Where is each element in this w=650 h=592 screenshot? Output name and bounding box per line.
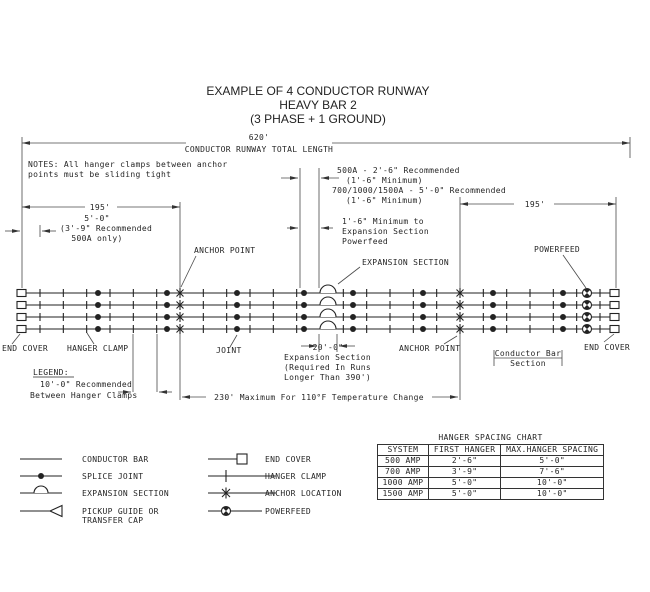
- legend-anchor-location: [208, 488, 342, 499]
- table-cell: 700 AMP: [378, 467, 429, 478]
- expansion-section-symbol: [320, 285, 336, 293]
- table-cell: 1000 AMP: [378, 478, 429, 489]
- splice-joint-symbol: [301, 314, 307, 320]
- joint-label: JOINT: [216, 346, 242, 355]
- dim-first-hanger-rec2: 500A only): [71, 234, 123, 243]
- expansion-section-symbol: [320, 309, 336, 317]
- dimension-first-hanger: [5, 214, 152, 243]
- legend-hanger-clamp: [208, 470, 326, 482]
- anchor-point-left-label: ANCHOR POINT: [194, 246, 256, 255]
- dim-total-label: CONDUCTOR RUNWAY TOTAL LENGTH: [184, 145, 334, 154]
- splice-joint-symbol: [164, 326, 170, 332]
- splice-joint-symbol: [301, 302, 307, 308]
- hanger-rec-line2: Between Hanger Clamps: [30, 391, 138, 400]
- notes: [28, 160, 228, 179]
- splice-joint-symbol: [420, 290, 426, 296]
- splice-joint-symbol: [301, 326, 307, 332]
- splice-joint-symbol: [95, 326, 101, 332]
- hanger-spacing-chart: [377, 433, 604, 500]
- legend-pickup-guide-label: PICKUP GUIDE OR: [82, 507, 159, 516]
- symbol-legend: [20, 454, 342, 525]
- powerfeed-min-line2: Expansion Section: [342, 227, 429, 236]
- hanger-spacing-table-head: [378, 445, 604, 456]
- splice-joint-symbol: [164, 290, 170, 296]
- legend-expansion-section-label: EXPANSION SECTION: [82, 489, 169, 498]
- dim-total-value: 620': [248, 133, 270, 142]
- end-cover-right-label: END COVER: [584, 343, 631, 352]
- hanger-rec-line1: 10'-0" Recommended: [40, 380, 133, 389]
- splice-joint-symbol: [490, 314, 496, 320]
- note-line1: NOTES: All hanger clamps between anchor: [28, 160, 228, 169]
- splice-joint-symbol: [95, 302, 101, 308]
- table-cell: 1500 AMP: [378, 489, 429, 500]
- runway-bars: [17, 285, 619, 334]
- expansion-section-symbol: [320, 321, 336, 329]
- end-cover-symbol: [17, 326, 26, 333]
- anchor-point-right-label: ANCHOR POINT: [399, 344, 461, 353]
- callouts-upper: [181, 245, 586, 288]
- splice-joint-symbol: [490, 302, 496, 308]
- table-header-cell: MAX.HANGER SPACING: [501, 445, 604, 456]
- dim-max-run-text: 230' Maximum For 110°F Temperature Change: [214, 393, 424, 402]
- legend-heading: LEGEND:: [33, 368, 69, 377]
- splice-joint-symbol: [234, 302, 240, 308]
- drawing-title: [206, 84, 429, 126]
- splice-joint-symbol: [420, 302, 426, 308]
- powerfeed-min-line3: Powerfeed: [342, 237, 389, 246]
- legend-conductor-bar: [20, 455, 149, 464]
- table-row: [378, 478, 604, 489]
- splice-joint-symbol: [234, 326, 240, 332]
- legend-splice-joint: [20, 472, 143, 481]
- table-cell: 7'-6": [501, 467, 604, 478]
- dim-right-run-value: 195': [524, 200, 546, 209]
- splice-joint-symbol: [164, 302, 170, 308]
- table-cell: 10'-0": [501, 478, 604, 489]
- end-cover-symbol: [17, 290, 26, 297]
- splice-joint-symbol: [490, 326, 496, 332]
- hanger-spacing-table-body: [378, 456, 604, 500]
- end-cover-symbol: [610, 302, 619, 309]
- powerfeed-min-line1: 1'-6" Minimum to: [342, 217, 424, 226]
- table-cell: 2'-6": [428, 456, 501, 467]
- splice-joint-symbol: [420, 326, 426, 332]
- hanger-spacing-chart-title: HANGER SPACING CHART: [438, 433, 543, 442]
- table-row: [378, 456, 604, 467]
- dimension-expansion-length: [284, 334, 371, 382]
- splice-joint-symbol: [350, 314, 356, 320]
- dimension-total-length: [22, 133, 630, 288]
- end-cover-symbol: [610, 314, 619, 321]
- legend-expansion-section: [20, 486, 169, 498]
- table-cell: 5'-0": [428, 478, 501, 489]
- table-row: [378, 489, 604, 500]
- gap-700-min-text: (1'-6" Minimum): [346, 196, 423, 205]
- splice-joint-symbol: [560, 326, 566, 332]
- table-header-cell: SYSTEM: [378, 445, 429, 456]
- splice-joint-symbol: [95, 314, 101, 320]
- title-line1: EXAMPLE OF 4 CONDUCTOR RUNWAY: [206, 84, 430, 98]
- gap-700-text: 700/1000/1500A - 5'-0" Recommended: [332, 186, 506, 195]
- dim-first-hanger-rec1: (3'-9" Recommended: [60, 224, 153, 233]
- splice-joint-symbol: [350, 326, 356, 332]
- splice-joint-symbol: [420, 314, 426, 320]
- end-cover-symbol: [17, 302, 26, 309]
- expansion-note1: Expansion Section: [284, 353, 371, 362]
- splice-joint-symbol: [164, 314, 170, 320]
- dimension-right-run: [460, 197, 616, 288]
- splice-joint-symbol: [560, 290, 566, 296]
- note-line2: points must be sliding tight: [28, 170, 172, 179]
- table-cell: 500 AMP: [378, 456, 429, 467]
- powerfeed-label: POWERFEED: [534, 245, 581, 254]
- legend-splice-joint-label: SPLICE JOINT: [82, 472, 144, 481]
- bar-section-label2: Section: [510, 359, 546, 368]
- legend-hanger-clamp-label: HANGER CLAMP: [265, 472, 327, 481]
- table-cell: 5'-0": [501, 456, 604, 467]
- splice-joint-symbol: [560, 314, 566, 320]
- table-header-row: [378, 445, 604, 456]
- end-cover-left-label: END COVER: [2, 344, 49, 353]
- splice-joint-symbol: [490, 290, 496, 296]
- splice-joint-symbol: [95, 290, 101, 296]
- dimension-expansion-gap: [281, 166, 506, 288]
- splice-joint-symbol: [560, 302, 566, 308]
- hanger-clamp-label: HANGER CLAMP: [67, 344, 129, 353]
- gap-500-text: 500A - 2'-6" Recommended: [337, 166, 460, 175]
- splice-joint-symbol: [350, 302, 356, 308]
- splice-joint-symbol: [301, 290, 307, 296]
- table-header-cell: FIRST HANGER: [428, 445, 501, 456]
- end-cover-symbol: [610, 290, 619, 297]
- dim-first-hanger-value: 5'-0": [84, 214, 110, 223]
- splice-joint-symbol: [234, 314, 240, 320]
- legend-powerfeed-label: POWERFEED: [265, 507, 312, 516]
- gap-500-min-text: (1'-6" Minimum): [346, 176, 423, 185]
- legend-end-cover: [208, 454, 311, 464]
- expansion-note2: (Required In Runs: [284, 363, 371, 372]
- legend-conductor-bar-label: CONDUCTOR BAR: [82, 455, 149, 464]
- splice-joint-symbol: [350, 290, 356, 296]
- expansion-section-symbol: [320, 297, 336, 305]
- table-cell: 10'-0": [501, 489, 604, 500]
- bar-section-label1: Conductor Bar: [494, 349, 562, 358]
- legend-pickup-guide: [20, 506, 159, 526]
- end-cover-symbol: [610, 326, 619, 333]
- splice-joint-symbol: [234, 290, 240, 296]
- expansion-note3: Longer Than 390'): [284, 373, 371, 382]
- table-cell: 5'-0": [428, 489, 501, 500]
- dim-left-run-value: 195': [89, 203, 111, 212]
- legend-anchor-location-label: ANCHOR LOCATION: [265, 489, 342, 498]
- dim-expansion-value: 20'-0": [312, 343, 344, 352]
- end-cover-symbol: [17, 314, 26, 321]
- table-cell: 3'-9": [428, 467, 501, 478]
- expansion-section-label: EXPANSION SECTION: [362, 258, 449, 267]
- legend-powerfeed: [208, 506, 311, 516]
- hanger-spacing-table: [377, 444, 604, 500]
- legend-pickup-guide-label2: TRANSFER CAP: [82, 516, 144, 525]
- title-line3: (3 PHASE + 1 GROUND): [250, 112, 386, 126]
- legend-end-cover-label: END COVER: [265, 455, 312, 464]
- table-row: [378, 467, 604, 478]
- conductor-bar-section: [494, 349, 562, 368]
- title-line2: HEAVY BAR 2: [279, 98, 357, 112]
